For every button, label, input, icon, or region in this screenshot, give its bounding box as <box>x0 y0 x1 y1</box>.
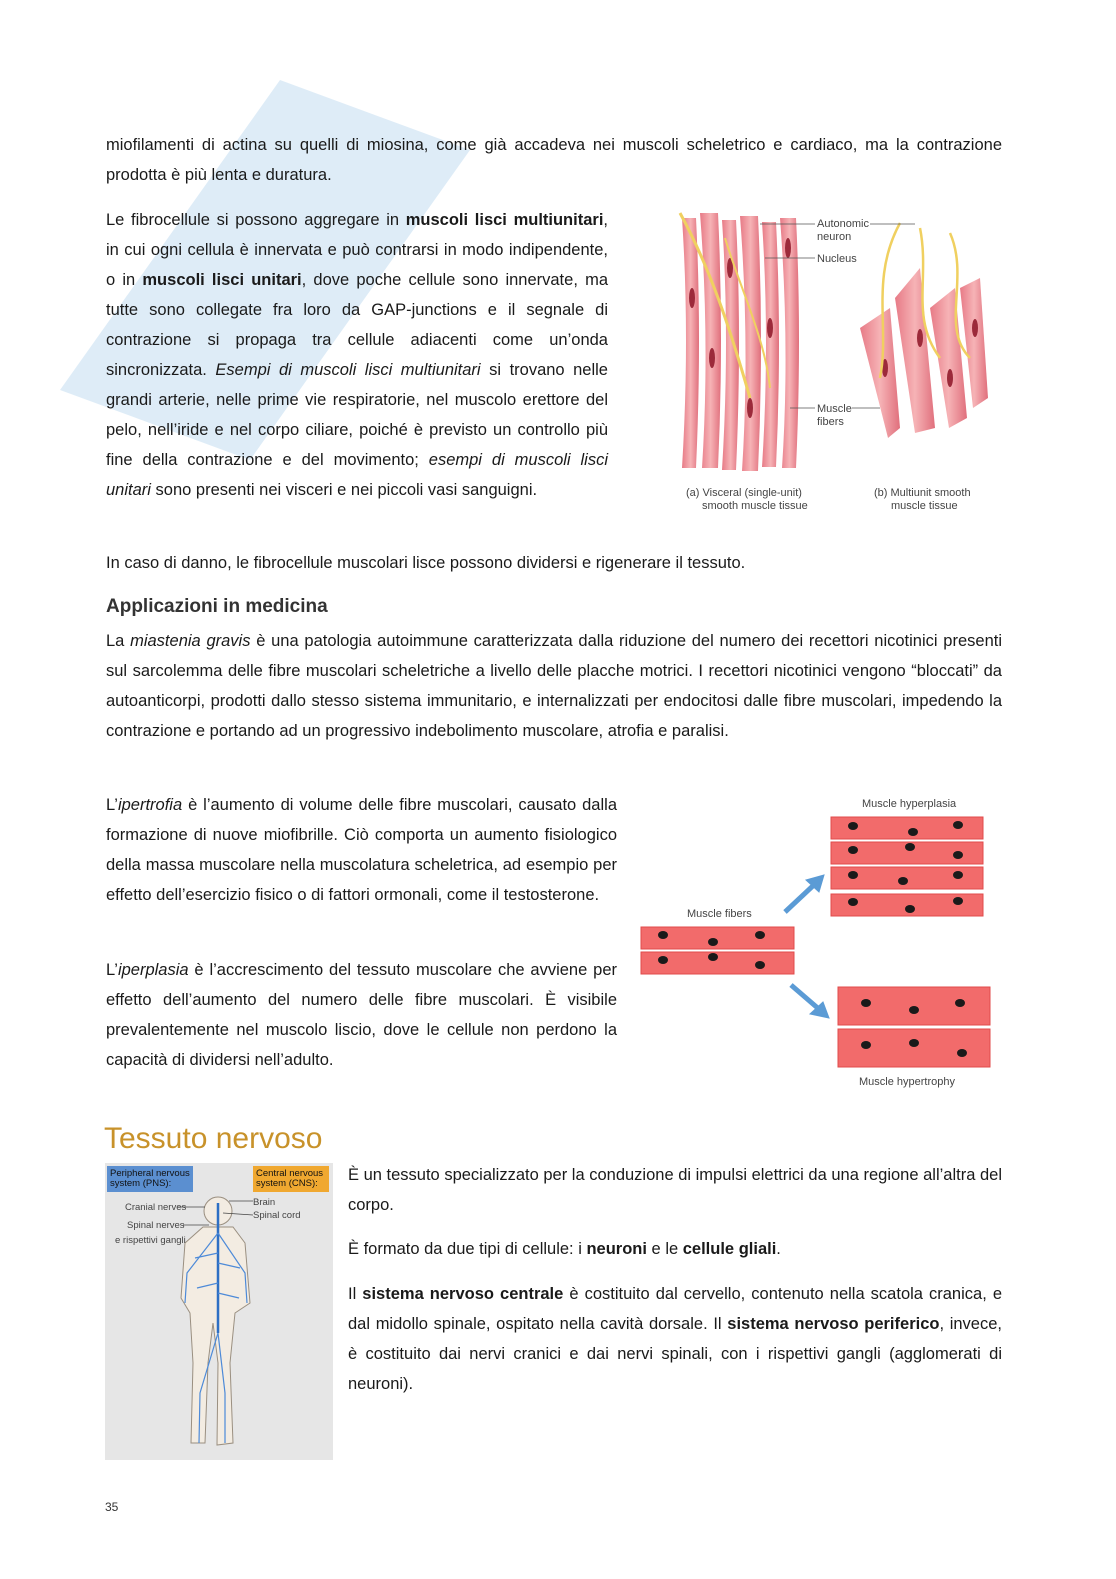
caption-multiunit: (b) Multiunit smooth <box>874 487 971 499</box>
label-muscle-hypertrophy: Muscle hypertrophy <box>859 1076 955 1088</box>
paragraph-sistema-nervoso: Il sistema nervoso centrale è costituito dal cervello, contenuto nella scatola cranica, e dal midollo spinale, ospitato nella cavità dorsale. Il sistema nervoso periferico, invece, è costituito dai nervi cranici e dai nervi spinali, con i rispettivi gangli (agglomerati di neuroni). <box>348 1285 1002 1393</box>
label-muscle: Muscle <box>817 403 852 415</box>
page-number: 35 <box>105 1500 119 1514</box>
heading-tessuto-nervoso: Tessuto nervoso <box>104 1122 323 1155</box>
label-cranial-nerves: Cranial nerves <box>125 1202 187 1213</box>
smooth-muscle-illustration <box>670 208 1010 478</box>
paragraph-regeneration: In caso di danno, le fibrocellule muscolari lisce possono dividersi e rigenerare il tessuto. <box>106 554 746 572</box>
label-muscle-hyperplasia: Muscle hyperplasia <box>862 798 957 810</box>
paragraph-nervoso-intro: È un tessuto specializzato per la conduzione di impulsi elettrici da una regione all’altra del corpo. <box>348 1166 1002 1214</box>
hyperplasia-hypertrophy-figure <box>638 795 998 1095</box>
caption-visceral: (a) Visceral (single-unit) <box>686 487 802 499</box>
label-fibers: fibers <box>817 416 844 428</box>
paragraph-miastenia: La miastenia gravis è una patologia autoimmune caratterizzata dalla riduzione del numero dei recettori nicotinici presenti sul sarcolemma delle fibre muscolari scheletriche a livello delle placche motrici. I recettori nicotinici vengono “bloccati” da autoanticorpi, prodotti dallo stesso sistema immunitario, e internalizzati per endocitosi dalle fibre muscolari, impedendo la contrazione e portando ad un progressivo indebolimento muscolare, atrofia e paralisi. <box>106 632 1002 740</box>
paragraph-iperplasia: L’iperplasia è l’accrescimento del tessuto muscolare che avviene per effetto dell’aumento del numero delle fibre muscolari. È visibile prevalentemente nel muscolo liscio, dove le cellule non perdono la capacità di dividersi nell’adulto. <box>106 961 617 1069</box>
label-spinal-nerves: Spinal nerves <box>127 1220 185 1231</box>
muscle-growth-illustration <box>638 795 998 1095</box>
smooth-muscle-figure <box>670 208 1010 520</box>
nervous-system-figure <box>105 1163 333 1460</box>
label-nucleus: Nucleus <box>817 253 857 265</box>
paragraph-ipertrofia: L’ipertrofia è l’aumento di volume delle fibre muscolari, causato dalla formazione di nuove miofibrille. Ciò comporta un aumento fisiologico della massa muscolare nella muscolatura scheletrica, ad esempio per effetto dell’esercizio fisico o di fattori ormonali, come il testosterone. <box>106 796 617 904</box>
paragraph-intro: miofilamenti di actina su quelli di miosina, come già accadeva nei muscoli scheletrico e cardiaco, ma la contrazione prodotta è più lenta e duratura. <box>106 136 1002 184</box>
label-autonomic: Autonomic <box>817 218 869 230</box>
label-cns: Central nervous system (CNS): <box>256 1168 324 1189</box>
label-spinal-cord: Spinal cord <box>253 1210 301 1221</box>
paragraph-cell-types: È formato da due tipi di cellule: i neuroni e le cellule gliali. <box>348 1240 781 1258</box>
label-neuron: neuron <box>817 231 852 243</box>
paragraph-smooth-muscle-types: Le fibrocellule si possono aggregare in muscoli lisci multiunitari, in cui ogni cellula è innervata e può contrarsi in modo indipendente, o in muscoli lisci unitari, dove poche cellule sono innervate, ma tutte sono collegate fra loro da GAP-junctions e il segnale di contrazione si propaga tra cellule adiacenti come un’onda sincronizzata. Esempi di muscoli lisci multiunitari si trovano nelle grandi arterie, nelle prime vie respiratorie, nel muscolo erettore del pelo, nell’iride e nel corpo ciliare, poiché è previsto un controllo più fine della contrazione e del movimento; esempi di muscoli lisci unitari sono presenti nei visceri e nei piccoli vasi sanguigni. <box>106 211 609 499</box>
caption-visceral-2: smooth muscle tissue <box>702 500 808 512</box>
label-brain: Brain <box>253 1197 276 1208</box>
heading-applicazioni: Applicazioni in medicina <box>106 596 328 617</box>
label-pns: Peripheral nervous system (PNS): <box>110 1168 190 1189</box>
label-gangli: e rispettivi gangli <box>115 1235 186 1246</box>
label-muscle-fibers: Muscle fibers <box>687 908 752 920</box>
caption-multiunit-2: muscle tissue <box>891 500 958 512</box>
